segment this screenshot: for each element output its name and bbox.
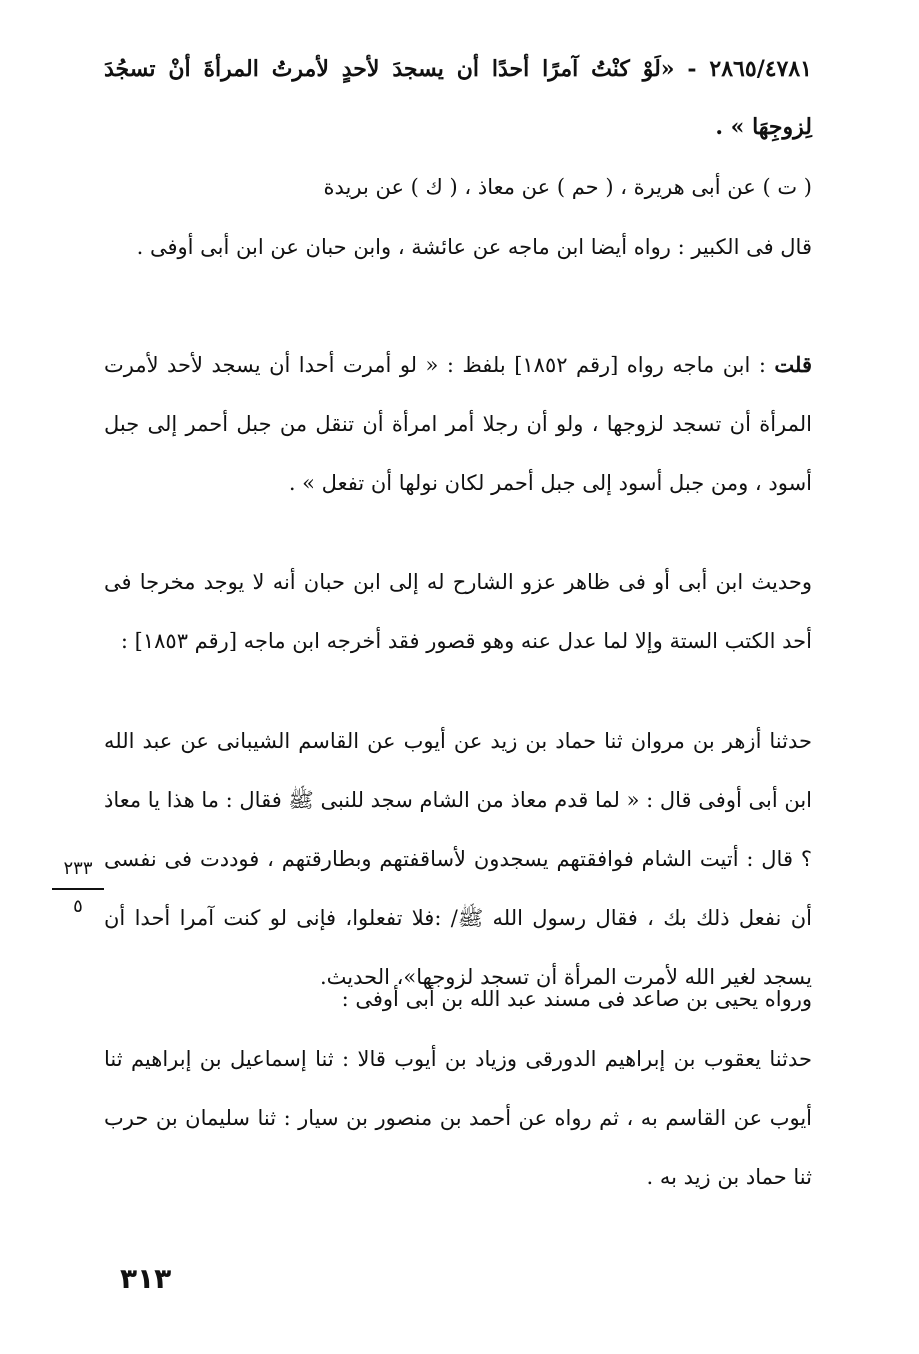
margin-reference-top: ٢٣٣: [63, 858, 93, 879]
isnad-yahya: حدثنا يعقوب بن إبراهيم الدورقى وزياد بن أيوب قالا : ثنا إسماعيل بن إبراهيم ثنا أيوب عن القاسم به ، ثم رواه عن أحمد بن منصور بن سيار : ثنا سليمان بن حرب ثنا حماد بن زيد به .: [104, 1047, 812, 1189]
commentary-kabir: قال فى الكبير : رواه أيضا ابن ماجه عن عائشة ، وابن حبان عن ابن أبى أوفى .: [136, 235, 812, 259]
hadith-text: - «لَوْ كنْتُ آمرًا أحدًا أن يسجدَ لأحدٍ لأمرتُ المرأةَ أنْ تسجُدَ لِزوجِهَا » .: [104, 56, 812, 140]
margin-reference-bottom: ٥: [73, 896, 83, 917]
hadith-number: ٢٨٦٥/٤٧٨١: [709, 56, 812, 82]
commentary-qultu: [104, 335, 812, 513]
hadith-sources: ( ت ) عن أبى هريرة ، ( حم ) عن معاذ ، ( ك ) عن بريدة: [323, 175, 812, 199]
margin-reference: [52, 858, 104, 918]
hadith-entry: [104, 40, 812, 156]
qultu-text: : ابن ماجه رواه [رقم ١٨٥٢] بلفظ : « لو أمرت أحدا أن يسجد لأحد لأمرت المرأة أن تسجد لزوجها ، ولو أن رجلا أمر امرأة أن تنقل من جبل أحمر إلى جبل أسود ، ومن جبل أسود إلى جبل أحمر لكان نولها أن تفعل » .: [104, 353, 812, 495]
margin-reference-rule: [52, 888, 104, 890]
commentary-ibn-abi-awfa: وحديث ابن أبى أو فى ظاهر عزو الشارح له إلى ابن حبان أنه لا يوجد مخرجا فى أحد الكتب الستة وإلا لما عدل عنه وهو قصور فقد أخرجه ابن ماجه [رقم ١٨٥٣] :: [104, 570, 812, 653]
isnad-ibn-majah: حدثنا أزهر بن مروان ثنا حماد بن زيد عن أيوب عن القاسم الشيبانى عن عبد الله ابن أبى أوفى قال : « لما قدم معاذ من الشام سجد للنبى ﷺ فقال : ما هذا يا معاذ ؟ قال : أتيت الشام فوافقتهم يسجدون لأساقفتهم وبطارقتهم ، فوددت فى نفسى أن نفعل ذلك بك ، فقال رسول الله ﷺ/ :فلا تفعلوا، فإنى لو كنت آمرا أحدا أن يسجد لغير الله لأمرت المرأة أن تسجد لزوجها»، الحديث.: [104, 729, 812, 989]
page-number: ٣١٣: [120, 1262, 172, 1295]
qultu-lead: قلت: [774, 352, 812, 377]
yahya-narration: ورواه يحيى بن صاعد فى مسند عبد الله بن أبى أوفى :: [341, 987, 812, 1011]
